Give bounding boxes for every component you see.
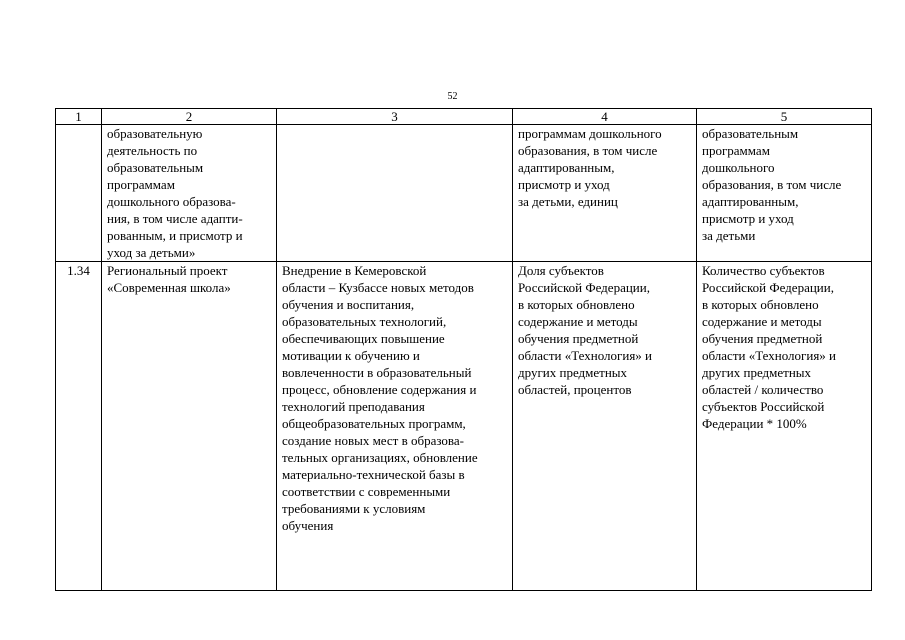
document-table [55, 108, 872, 591]
table-row [56, 262, 872, 591]
formula-cell: Количество субъектов Российской Федерации, в которых обновлено содержание и методы обучения предметной области «Технология» и других предметных областей / количество субъектов Российской Федерации * 100% [697, 262, 872, 591]
formula-cell: образовательным программам дошкольного образования, в том числе адаптированным, присмотр и уход за детьми [697, 125, 872, 262]
name-cell: образовательную деятельность по образовательным программам дошкольного образова- ния, в том числе адапти- рованным, и присмотр и уход за детьми» [102, 125, 277, 262]
description-cell: Внедрение в Кемеровской области – Кузбассе новых методов обучения и воспитания, образовательных технологий, обеспечивающих повышение мотивации к обучению и вовлеченности в образовательный процесс, обновление содержания и технологий преподавания общеобразовательных программ, создание новых мест в образова- тельных организациях, обновление материально-технической базы в соответствии с современными требованиями к условиям обучения [277, 262, 513, 591]
column-header-2: 2 [102, 109, 277, 125]
name-cell: Региональный проект «Современная школа» [102, 262, 277, 591]
column-header-4: 4 [513, 109, 697, 125]
indicator-cell: Доля субъектов Российской Федерации, в которых обновлено содержание и методы обучения предметной области «Технология» и других предметных областей, процентов [513, 262, 697, 591]
table-header-row [56, 109, 872, 125]
page-number: 52 [447, 91, 458, 102]
row-number-cell: 1.34 [56, 262, 102, 591]
description-cell [277, 125, 513, 262]
column-header-3: 3 [277, 109, 513, 125]
column-header-1: 1 [56, 109, 102, 125]
indicator-cell: программам дошкольного образования, в том числе адаптированным, присмотр и уход за детьми, единиц [513, 125, 697, 262]
column-header-5: 5 [697, 109, 872, 125]
row-number-cell [56, 125, 102, 262]
table-row [56, 125, 872, 262]
